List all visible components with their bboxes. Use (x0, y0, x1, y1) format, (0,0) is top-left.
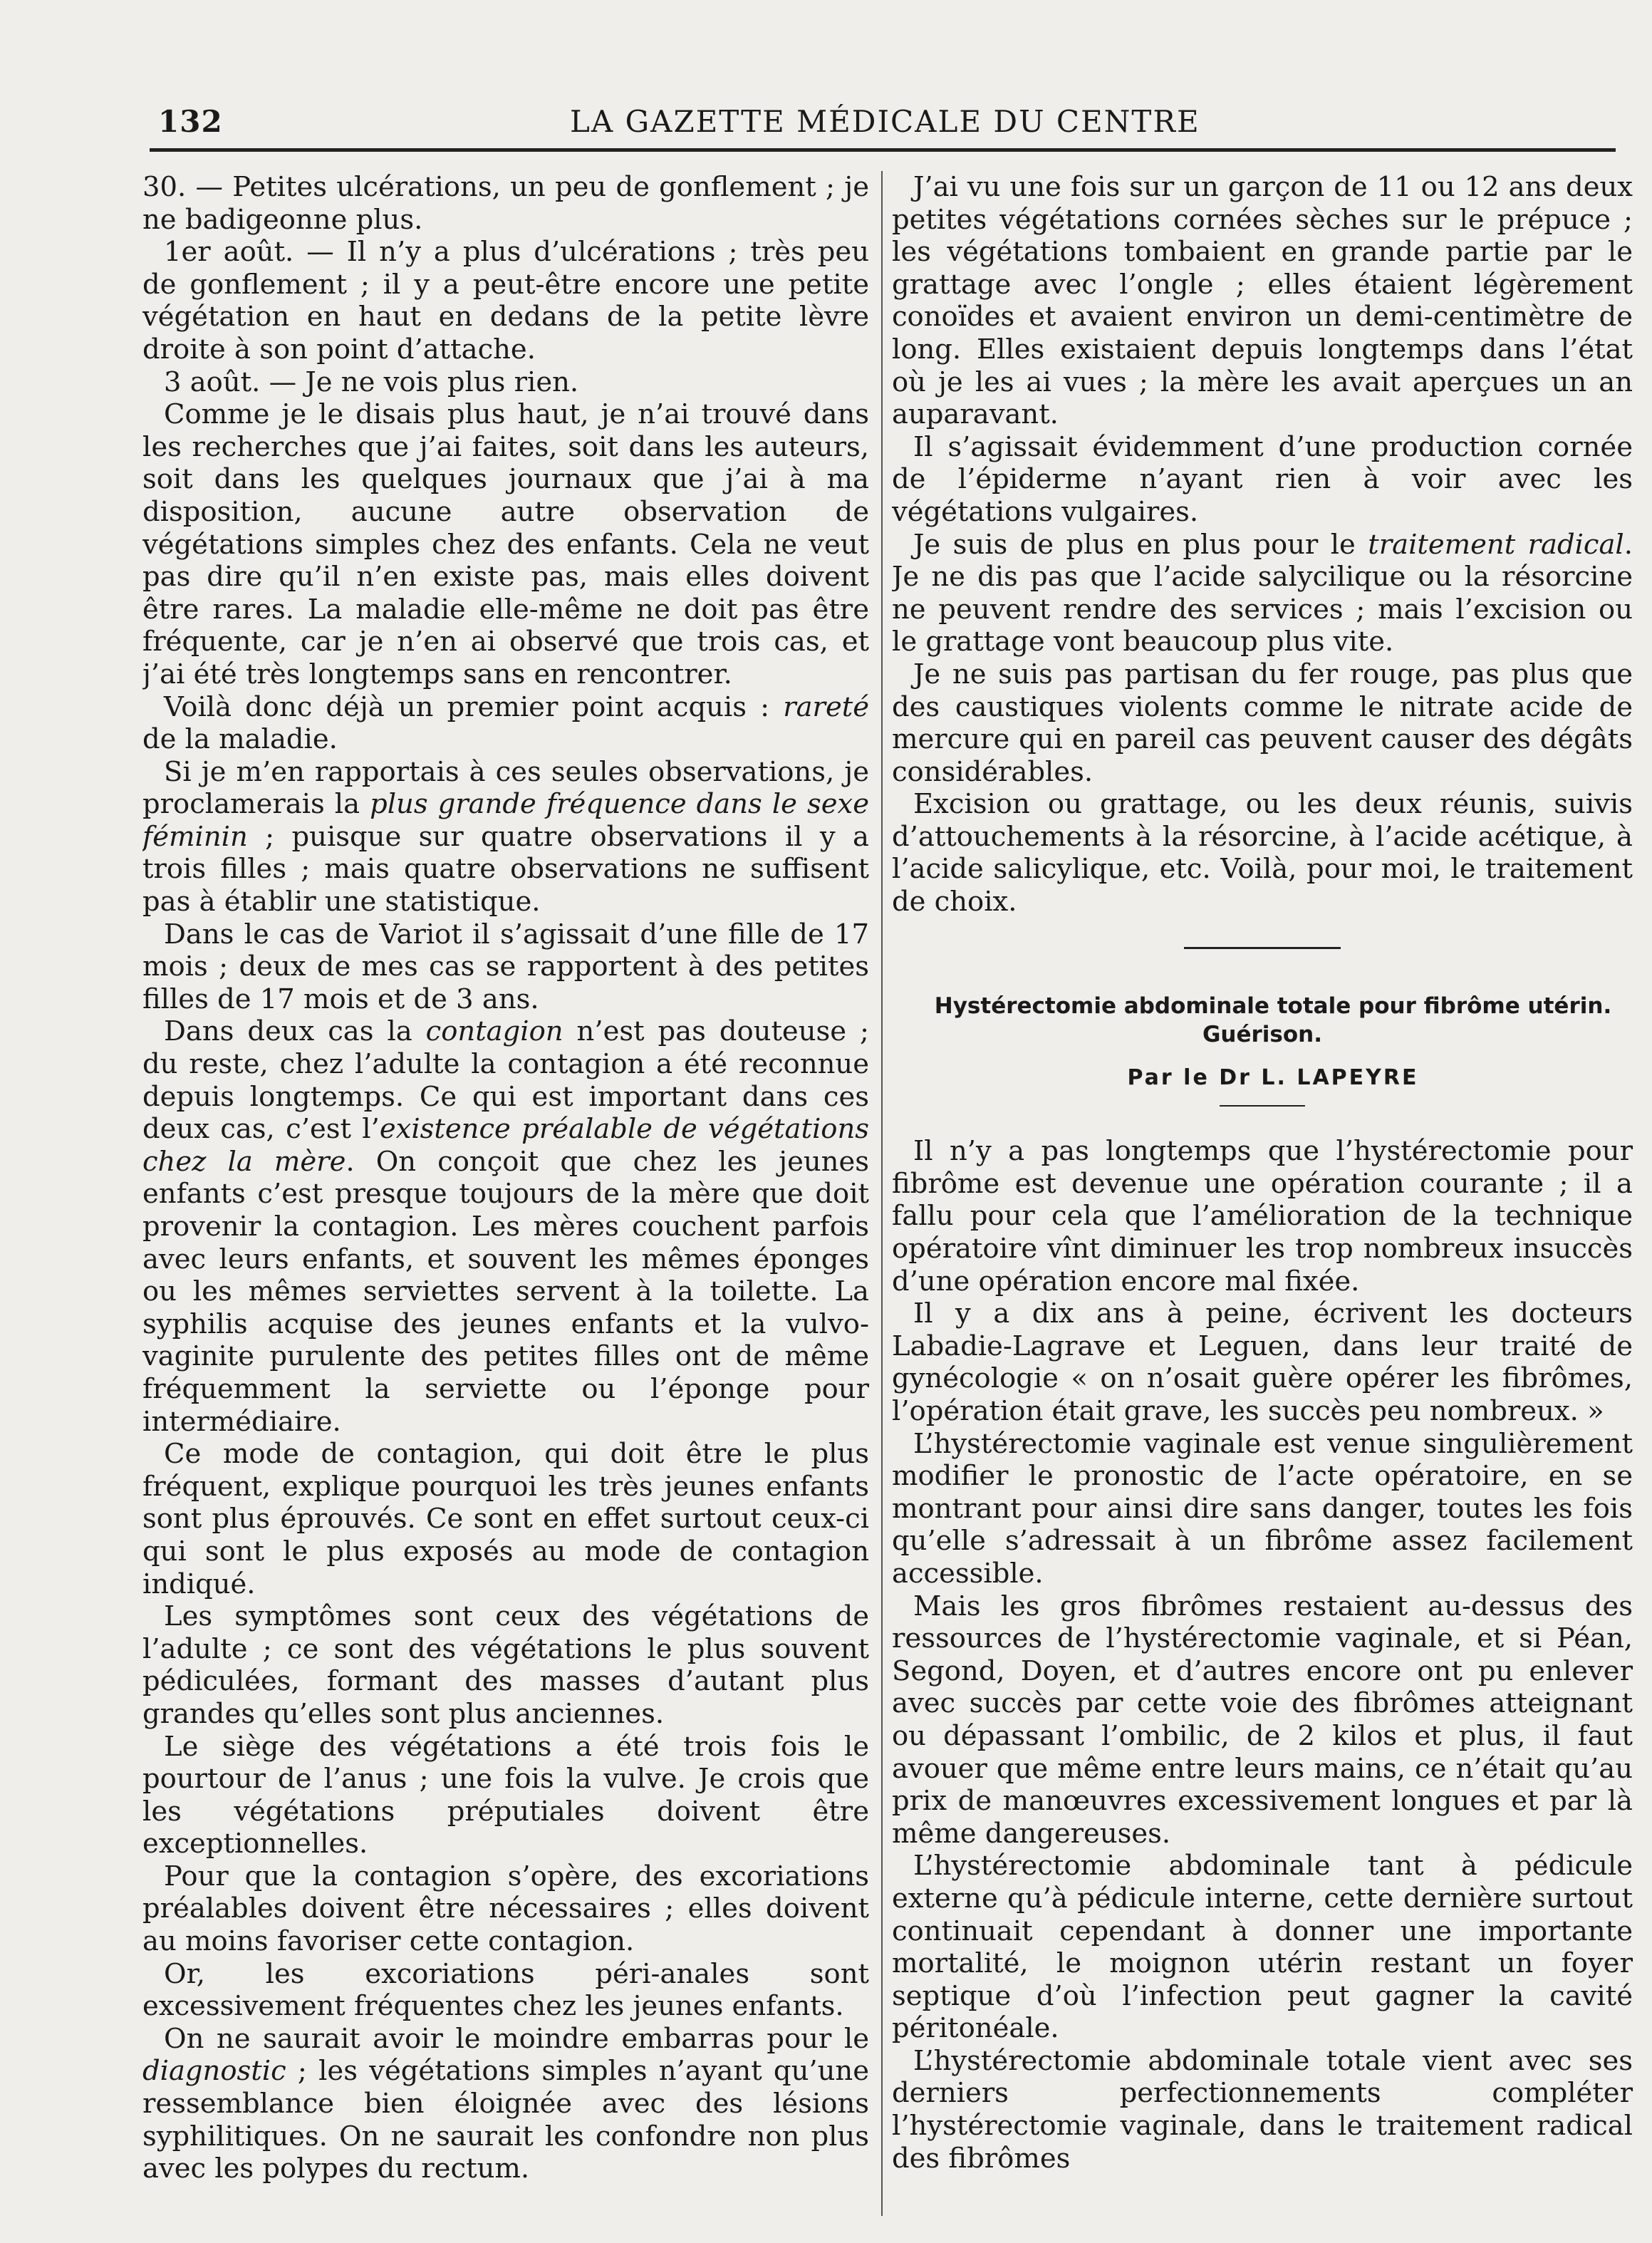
paragraph-text: . Je ne dis pas que l’acide salycilique ou la résorcine ne peuvent rendre des services ; mais l’excision ou le grattage vont beaucoup plus vite. (892, 528, 1633, 658)
paragraph (142, 1015, 869, 1438)
paragraph-text: de la maladie. (142, 723, 338, 756)
emphasis: existence préalable de végétations chez la mère (142, 1113, 869, 1178)
paragraph-text: On ne saurait avoir le moindre embarras pour le (164, 2022, 869, 2055)
paragraph-text: . On conçoit que chez les jeunes enfants c’est presque toujours de la mère que doit provenir la contagion. Les mères couchent parfois avec leurs enfants, et souvent les mêmes éponges ou les mêmes serviettes servent à la toilette. La syphilis acquise des jeunes enfants et la vulvo-vaginite purulente des petites filles ont de même fréquemment la serviette ou l’éponge pour intermédiaire. (142, 1145, 869, 1438)
paragraph (142, 2023, 869, 2185)
header-rule (150, 148, 1616, 152)
page-header (150, 98, 1617, 148)
paragraph: 1er août. — Il n’y a plus d’ulcérations ; très peu de gonflement ; il y a peut-être encore une petite végétation en haut en dedans de la petite lèvre droite à son point d’attache. (142, 236, 869, 366)
paragraph: Or, les excoriations péri-anales sont excessivement fréquentes chez les jeunes enfants. (142, 1957, 869, 2023)
paragraph-text: Voilà donc déjà un premier point acquis : (164, 690, 784, 723)
paragraph: Excision ou grattage, ou les deux réunis, suivis d’attouchements à la résorcine, à l’acide acétique, à l’acide salicylique, etc. Voilà, pour moi, le traitement de choix. (892, 788, 1633, 918)
paragraph: Les symptômes sont ceux des végétations de l’adulte ; ce sont des végétations le plus souvent pédiculées, formant des masses d’autant plus grandes qu’elles sont plus anciennes. (142, 1600, 869, 1730)
column-divider (881, 171, 883, 2216)
paragraph (142, 756, 869, 918)
paragraph-text: n’est pas douteuse ; du reste, chez l’adulte la contagion a été reconnue depuis longtemps. Ce qui est important dans ces deux cas, c’est l’ (142, 1015, 869, 1146)
paragraph: Ce mode de contagion, qui doit être le plus fréquent, explique pourquoi les très jeunes enfants sont plus éprouvés. Ce sont en effet surtout ceux-ci qui sont le plus exposés au mode de contagion indiqué. (142, 1438, 869, 1600)
paragraph: Pour que la contagion s’opère, des excoriations préalables doivent être nécessaires ; elles doivent au moins favoriser cette contagion. (142, 1860, 869, 1958)
paragraph-text: Si je m’en rapportais à ces seules observations, je proclamerais la (142, 755, 869, 821)
paragraph: J’ai vu une fois sur un garçon de 11 ou 12 ans deux petites végétations cornées sèches sur le prépuce ; les végétations tombaient en grande partie par le grattage avec l’ongle ; elles étaient légèrement conoïdes et avaient environ un demi-centimètre de long. Elles existaient depuis longtemps dans l’état où je les ai vues ; la mère les avait aperçues un an auparavant. (892, 171, 1633, 431)
paragraph: L’hystérectomie abdominale tant à pédicule externe qu’à pédicule interne, cette dernière surtout continuait cependant à donner une importante mortalité, le moignon utérin restant un foyer septique d’où l’infection peut gagner la cavité péritonéale. (892, 1850, 1633, 2045)
paragraph: L’hystérectomie abdominale totale vient avec ses derniers perfectionnements compléter l’hystérectomie vaginale, dans le traitement radical des fibrômes (892, 2044, 1633, 2175)
page-number: 132 (158, 104, 223, 139)
article-byline: Par le Dr L. LAPEYRE (1127, 1064, 1419, 1090)
paragraph-text: Dans deux cas la (164, 1015, 426, 1048)
paragraph (142, 691, 869, 756)
journal-title: LA GAZETTE MÉDICALE DU CENTRE (570, 104, 1200, 139)
paragraph: Il s’agissait évidemment d’une production cornée de l’épiderme n’ayant rien à voir avec les végétations vulgaires. (892, 430, 1633, 528)
emphasis: plus grande fréquence dans le sexe féminin (142, 788, 869, 853)
emphasis: contagion (425, 1015, 563, 1048)
paragraph-text: Je suis de plus en plus pour le (913, 528, 1368, 561)
paragraph: 3 août. — Je ne vois plus rien. (164, 366, 579, 398)
paragraph: Je ne suis pas partisan du fer rouge, pas plus que des caustiques violents comme le nitrate acide de mercure qui en pareil cas peuvent causer des dégâts considérables. (892, 658, 1633, 788)
paragraph: Mais les gros fibrômes restaient au-dessus des ressources de l’hystérectomie vaginale, et si Péan, Segond, Doyen, et d’autres encore ont pu enlever avec succès par cette voie des fibrômes atteignant ou dépassant l’ombilic, de 2 kilos et plus, il faut avouer que même entre leurs mains, ce n’était qu’au prix de manœuvres excessivement longues et par là même dangereuses. (892, 1590, 1633, 1850)
paragraph-text: ; puisque sur quatre observations il y a trois filles ; mais quatre observations ne suffisent pas à établir une statistique. (142, 820, 869, 918)
paragraph: 30. — Petites ulcérations, un peu de gonflement ; je ne badigeonne plus. (142, 171, 869, 236)
paragraph: Il y a dix ans à peine, écrivent les docteurs Labadie-Lagrave et Leguen, dans leur traité de gynécologie « on n’osait guère opérer les fibrômes, l’opération était grave, les succès peu nombreux. » (892, 1297, 1633, 1427)
paragraph: Il n’y a pas longtemps que l’hystérectomie pour fibrôme est devenue une opération courante ; il a fallu pour cela que l’amélioration de la technique opératoire vînt diminuer les trop nombreux insuccès d’une opération encore mal fixée. (892, 1135, 1633, 1297)
paragraph (892, 529, 1633, 658)
article-title: Hystérectomie abdominale totale pour fibrôme utérin. Guérison. (934, 993, 1612, 1047)
paragraph: Dans le cas de Variot il s’agissait d’une fille de 17 mois ; deux de mes cas se rapportent à des petites filles de 17 mois et de 3 ans. (142, 918, 869, 1015)
emphasis: traitement radical (1368, 528, 1624, 561)
emphasis: diagnostic (142, 2055, 286, 2088)
paragraph: Le siège des végétations a été trois fois le pourtour de l’anus ; une fois la vulve. Je crois que les végétations préputiales doivent être exceptionnelles. (142, 1730, 869, 1860)
paragraph: Comme je le disais plus haut, je n’ai trouvé dans les recherches que j’ai faites, soit dans les auteurs, soit dans les quelques journaux que j’ai à ma disposition, aucune autre observation de végétations simples chez des enfants. Cela ne veut pas dire qu’il n’en existe pas, mais elles doivent être rares. La maladie elle-même ne doit pas être fréquente, car je n’en ai observé que trois cas, et j’ai été très longtemps sans en rencontrer. (142, 398, 869, 690)
paragraph-text: ; les végétations simples n’ayant qu’une ressemblance bien éloignée avec des lésions syphilitiques. On ne saurait les confondre non plus avec les polypes du rectum. (142, 2055, 869, 2185)
paragraph: L’hystérectomie vaginale est venue singulièrement modifier le pronostic de l’acte opératoire, en se montrant pour ainsi dire sans danger, toutes les fois qu’elle s’adressait à un fibrôme assez facilement accessible. (892, 1427, 1633, 1590)
emphasis: rareté (783, 690, 869, 723)
left-column (142, 171, 869, 2223)
right-column (892, 171, 1633, 2223)
